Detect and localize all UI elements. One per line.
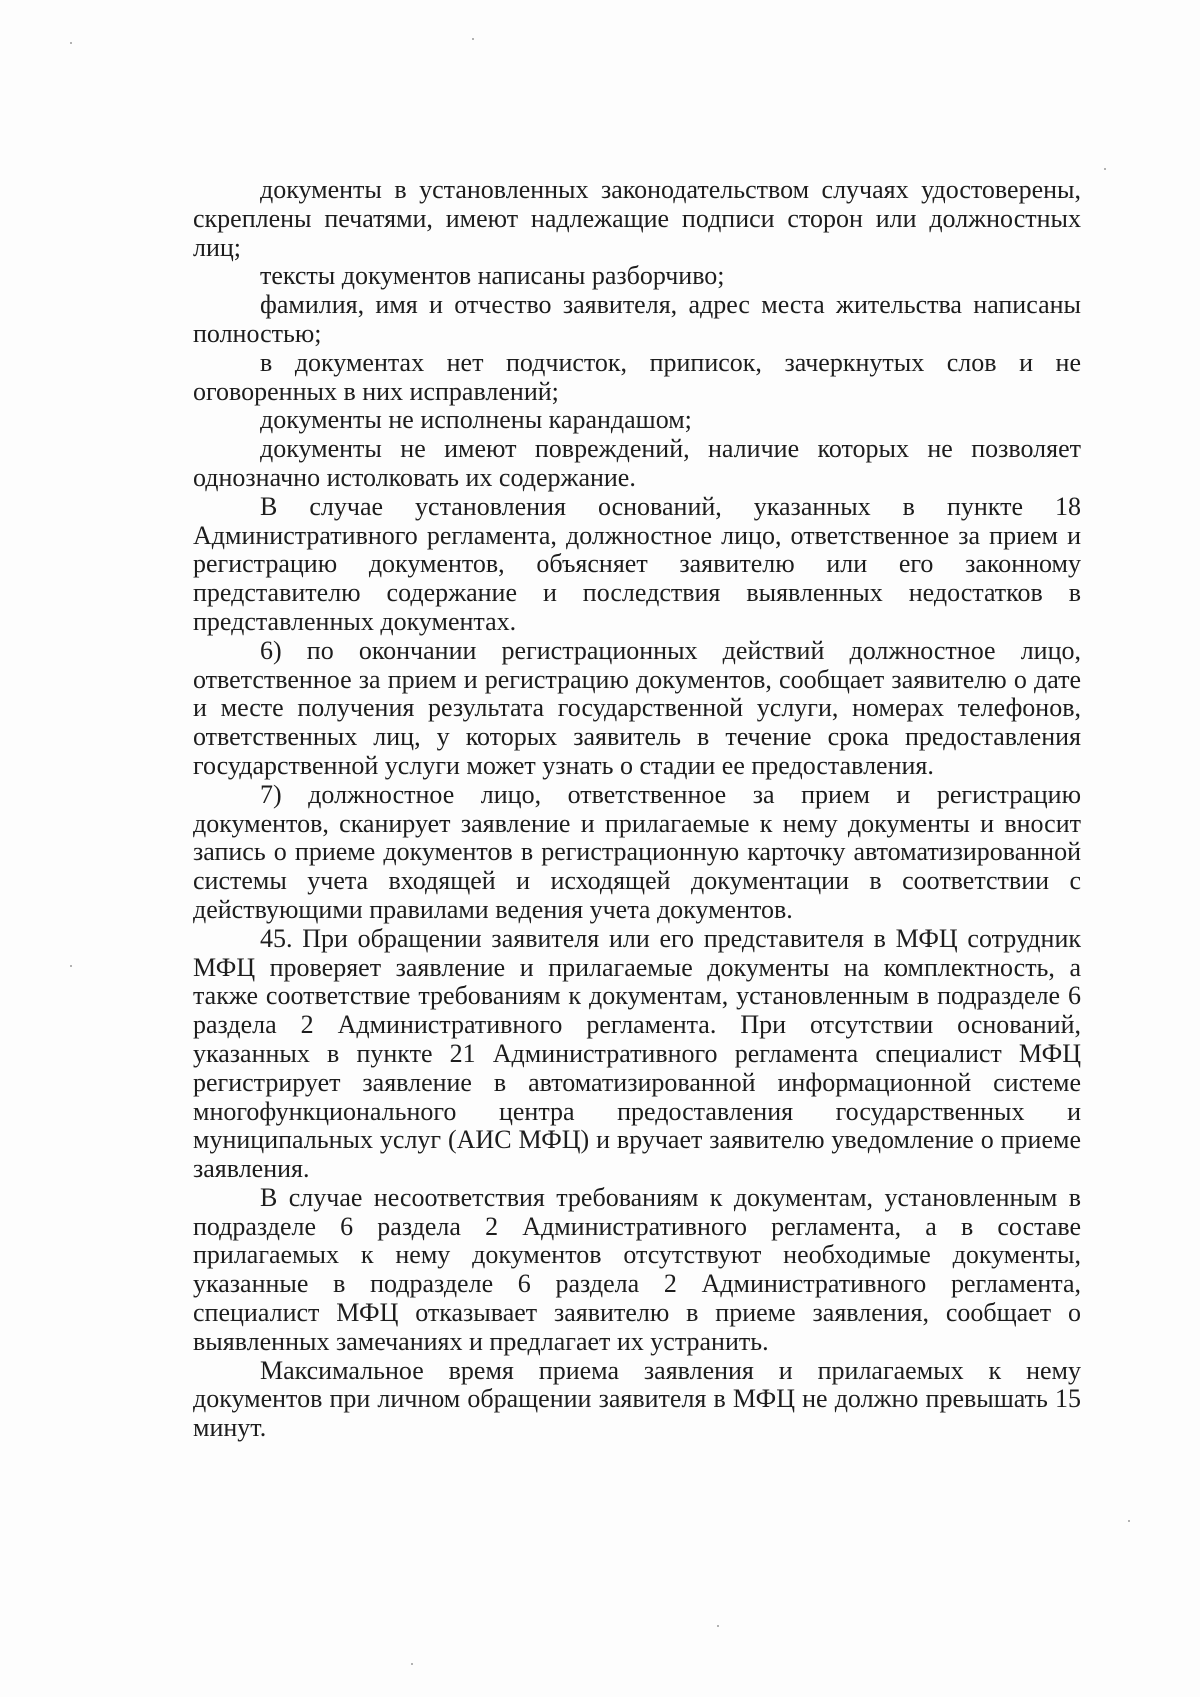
- paragraph: 6) по окончании регистрационных действий должностное лицо, ответственное за прием и регистрацию документов, сообщает заявителю о дате и месте получения результата государственной услуги, номерах телефонов, ответственных лиц, у которых заявитель в течение срока предоставления государственной услуги может узнать о стадии ее предоставления.: [193, 635, 1081, 780]
- paragraph: Максимальное время приема заявления и прилагаемых к нему документов при личном обращении заявителя в МФЦ не должно превышать 15 минут.: [193, 1355, 1081, 1443]
- paragraph: в документах нет подчисток, приписок, зачеркнутых слов и не оговоренных в них исправлений;: [193, 347, 1081, 406]
- scan-speck: [70, 965, 72, 967]
- paragraph: 45. При обращении заявителя или его представителя в МФЦ сотрудник МФЦ проверяет заявление и прилагаемые документы на комплектность, а также соответствие требованиям к документам, установленным в подразделе 6 раздела 2 Административного регламента. При отсутствии оснований, указанных в пункте 21 Административного регламента специалист МФЦ регистрирует заявление в автоматизированной информационной системе многофункционального центра предоставления государственных и муниципальных услуг (АИС МФЦ) и вручает заявителю уведомление о приеме заявления.: [193, 923, 1081, 1184]
- paragraph: документы не имеют повреждений, наличие которых не позволяет однозначно истолковать их содержание.: [193, 434, 1081, 492]
- scan-speck: [70, 42, 72, 44]
- scan-speck: [1128, 1520, 1130, 1522]
- paragraph: фамилия, имя и отчество заявителя, адрес места жительства написаны полностью;: [193, 290, 1081, 348]
- paragraph: 7) должностное лицо, ответственное за прием и регистрацию документов, сканирует заявление и прилагаемые к нему документы и вносит запись о приеме документов в регистрационную карточку автоматизированной системы учета входящей и исходящей документации в соответствии с действующими правилами ведения учета документов.: [193, 779, 1081, 924]
- paragraph: В случае несоответствия требованиям к документам, установленным в подразделе 6 раздела 2 Административного регламента, а в составе прилагаемых к нему документов отсутствуют необходимые документы, указанные в подразделе 6 раздела 2 Административного регламента, специалист МФЦ отказывает заявителю в приеме заявления, сообщает о выявленных замечаниях и предлагает их устранить.: [193, 1182, 1081, 1356]
- paragraph: документы не исполнены карандашом;: [260, 405, 692, 435]
- scan-speck: [1104, 168, 1106, 170]
- paragraph: документы в установленных законодательством случаях удостоверены, скреплены печатями, имеют надлежащие подписи сторон или должностных лиц;: [193, 175, 1081, 262]
- paragraph: В случае установления оснований, указанных в пункте 18 Административного регламента, должностное лицо, ответственное за прием и регистрацию документов, объясняет заявителю или его законному представителю содержание и последствия выявленных недостатков в представленных документах.: [193, 491, 1081, 636]
- scan-speck: [411, 1663, 413, 1665]
- paragraph: тексты документов написаны разборчиво;: [260, 261, 725, 291]
- scan-speck: [472, 38, 474, 40]
- scan-speck: [717, 1625, 719, 1627]
- document-body: [193, 176, 1081, 1443]
